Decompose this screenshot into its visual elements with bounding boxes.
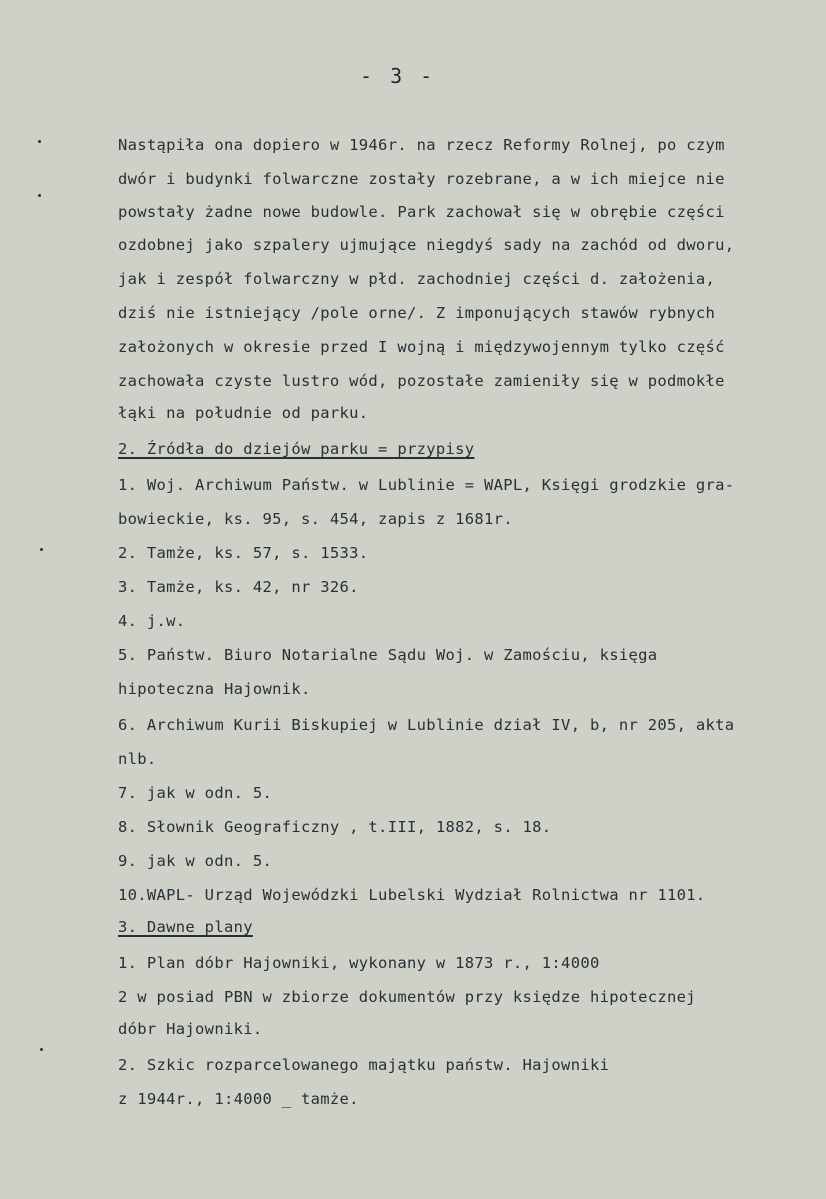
plan-line: 1. Plan dóbr Hajowniki, wykonany w 1873 r., 1:4000 [118, 954, 600, 972]
page-number: - 3 - [360, 64, 436, 88]
margin-dot [40, 1048, 43, 1051]
plan-line: 2. Szkic rozparcelowanego majątku państw. Hajowniki [118, 1056, 610, 1074]
paragraph-line: jak i zespół folwarczny w płd. zachodniej części d. założenia, [118, 270, 716, 288]
footnote-line: 8. Słownik Geograficzny , t.III, 1882, s. 18. [118, 818, 552, 836]
footnote-line: 3. Tamże, ks. 42, nr 326. [118, 578, 359, 596]
margin-dot [40, 548, 43, 551]
footnote-line: 6. Archiwum Kurii Biskupiej w Lublinie dział IV, b, nr 205, akta [118, 716, 735, 734]
paragraph-line: założonych w okresie przed I wojną i międzywojennym tylko część [118, 338, 725, 356]
footnote-line: nlb. [118, 750, 157, 768]
section-heading-old-plans: 3. Dawne plany [118, 918, 253, 936]
section-heading-sources: 2. Źródła do dziejów parku = przypisy [118, 440, 475, 458]
plan-line: z 1944r., 1:4000 _ tamże. [118, 1090, 359, 1108]
footnote-line: 7. jak w odn. 5. [118, 784, 273, 802]
paragraph-line: dziś nie istniejący /pole orne/. Z imponujących stawów rybnych [118, 304, 716, 322]
paragraph-line: łąki na południe od parku. [118, 404, 369, 422]
paragraph-line: ozdobnej jako szpalery ujmujące niegdyś sady na zachód od dworu, [118, 236, 735, 254]
footnote-line: bowieckie, ks. 95, s. 454, zapis z 1681r. [118, 510, 513, 528]
paragraph-line: dwór i budynki folwarczne zostały rozebrane, a w ich miejce nie [118, 170, 725, 188]
footnote-line: 1. Woj. Archiwum Państw. w Lublinie = WAPL, Księgi grodzkie gra- [118, 476, 735, 494]
margin-dot [38, 140, 41, 143]
paragraph-line: zachowała czyste lustro wód, pozostałe zamieniły się w podmokłe [118, 372, 725, 390]
footnote-line: 4. j.w. [118, 612, 186, 630]
plan-line: 2 w posiad PBN w zbiorze dokumentów przy księdze hipotecznej [118, 988, 696, 1006]
paragraph-line: powstały żadne nowe budowle. Park zachował się w obrębie części [118, 203, 725, 221]
footnote-line: 9. jak w odn. 5. [118, 852, 273, 870]
footnote-line: 2. Tamże, ks. 57, s. 1533. [118, 544, 369, 562]
paragraph-line: Nastąpiła ona dopiero w 1946r. na rzecz Reformy Rolnej, po czym [118, 136, 725, 154]
margin-dot [38, 194, 41, 197]
footnote-line: 5. Państw. Biuro Notarialne Sądu Woj. w Zamościu, księga [118, 646, 658, 664]
plan-line: dóbr Hajowniki. [118, 1020, 263, 1038]
footnote-line: hipoteczna Hajownik. [118, 680, 311, 698]
footnote-line: 10.WAPL- Urząd Wojewódzki Lubelski Wydział Rolnictwa nr 1101. [118, 886, 706, 904]
